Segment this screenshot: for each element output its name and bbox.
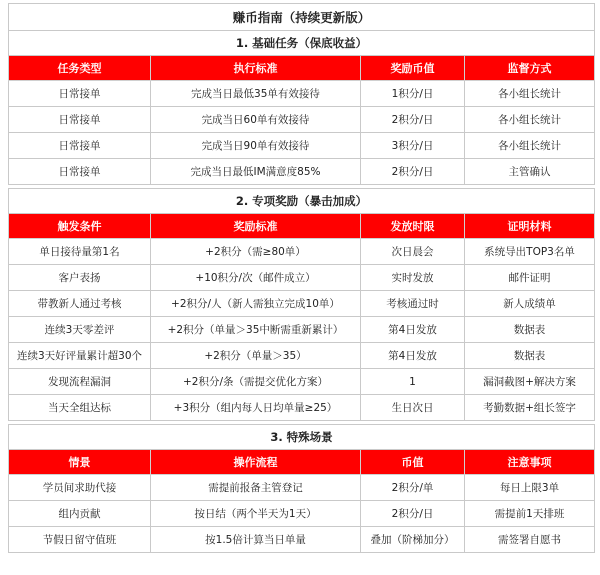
section-heading: 3. 特殊场景 xyxy=(9,425,595,450)
table-cell: 完成当日90单有效接待 xyxy=(151,133,361,159)
table-cell: 邮件证明 xyxy=(465,265,595,291)
header-row xyxy=(9,214,595,239)
table-row xyxy=(9,107,595,133)
table-cell: 需提前报备主管登记 xyxy=(151,475,361,501)
table-cell: +2积分（需≥80单） xyxy=(151,239,361,265)
table-row xyxy=(9,395,595,421)
table-row xyxy=(9,369,595,395)
table-cell: 2积分/日 xyxy=(361,159,465,185)
column-header: 奖励币值 xyxy=(361,56,465,81)
table-cell: 日常接单 xyxy=(9,81,151,107)
table-cell: 2积分/日 xyxy=(361,501,465,527)
table-cell: 完成当日60单有效接待 xyxy=(151,107,361,133)
table-cell: 系统导出TOP3名单 xyxy=(465,239,595,265)
table-cell: 需签署自愿书 xyxy=(465,527,595,553)
column-header: 触发条件 xyxy=(9,214,151,239)
guide-table xyxy=(8,3,595,553)
table-cell: 第4日发放 xyxy=(361,343,465,369)
table-row xyxy=(9,291,595,317)
table-cell: 日常接单 xyxy=(9,107,151,133)
column-header: 监督方式 xyxy=(465,56,595,81)
column-header: 发放时限 xyxy=(361,214,465,239)
table-cell: 当天全组达标 xyxy=(9,395,151,421)
table-cell: 单日接待量第1名 xyxy=(9,239,151,265)
table-cell: 数据表 xyxy=(465,317,595,343)
table-row xyxy=(9,501,595,527)
header-row xyxy=(9,450,595,475)
table-cell: 各小组长统计 xyxy=(465,81,595,107)
table-cell: +3积分（组内每人日均单量≥25） xyxy=(151,395,361,421)
table-row xyxy=(9,527,595,553)
table-cell: +2积分（单量＞35） xyxy=(151,343,361,369)
table-cell: 连续3天好评量累计超30个 xyxy=(9,343,151,369)
table-cell: 按日结（两个半天为1天） xyxy=(151,501,361,527)
table-cell: 各小组长统计 xyxy=(465,133,595,159)
table-row xyxy=(9,343,595,369)
table-cell: 漏洞截图+解决方案 xyxy=(465,369,595,395)
table-cell: +2积分/条（需提交优化方案） xyxy=(151,369,361,395)
table-cell: +2积分/人（新人需独立完成10单） xyxy=(151,291,361,317)
table-cell: 客户表扬 xyxy=(9,265,151,291)
column-header: 情景 xyxy=(9,450,151,475)
table-cell: 实时发放 xyxy=(361,265,465,291)
table-row xyxy=(9,317,595,343)
table-cell: 1 xyxy=(361,369,465,395)
table-row xyxy=(9,265,595,291)
table-cell: 1积分/日 xyxy=(361,81,465,107)
column-header: 操作流程 xyxy=(151,450,361,475)
table-cell: 叠加（阶梯加分） xyxy=(361,527,465,553)
table-cell: 第4日发放 xyxy=(361,317,465,343)
table-cell: 完成当日最低IM满意度85% xyxy=(151,159,361,185)
table-cell: 连续3天零差评 xyxy=(9,317,151,343)
table-cell: 主管确认 xyxy=(465,159,595,185)
table-cell: 数据表 xyxy=(465,343,595,369)
table-row xyxy=(9,159,595,185)
spreadsheet xyxy=(8,3,594,553)
column-header: 证明材料 xyxy=(465,214,595,239)
table-cell: 2积分/单 xyxy=(361,475,465,501)
column-header: 任务类型 xyxy=(9,56,151,81)
table-cell: 发现流程漏洞 xyxy=(9,369,151,395)
table-cell: 新人成绩单 xyxy=(465,291,595,317)
table-cell: 2积分/日 xyxy=(361,107,465,133)
table-cell: 组内贡献 xyxy=(9,501,151,527)
table-cell: 学员间求助代接 xyxy=(9,475,151,501)
table-cell: 3积分/日 xyxy=(361,133,465,159)
column-header: 币值 xyxy=(361,450,465,475)
table-cell: 日常接单 xyxy=(9,159,151,185)
table-cell: 按1.5倍计算当日单量 xyxy=(151,527,361,553)
table-cell: +2积分（单量＞35中断需重新累计） xyxy=(151,317,361,343)
table-cell: 考勤数据+组长签字 xyxy=(465,395,595,421)
column-header: 奖励标准 xyxy=(151,214,361,239)
table-cell: 每日上限3单 xyxy=(465,475,595,501)
section-heading: 1. 基础任务（保底收益） xyxy=(9,31,595,56)
table-row xyxy=(9,475,595,501)
column-header: 注意事项 xyxy=(465,450,595,475)
table-row xyxy=(9,81,595,107)
table-cell: 日常接单 xyxy=(9,133,151,159)
table-cell: +10积分/次（邮件成立） xyxy=(151,265,361,291)
sheet-title: 赚币指南（持续更新版） xyxy=(9,4,595,31)
table-cell: 各小组长统计 xyxy=(465,107,595,133)
table-row xyxy=(9,239,595,265)
table-cell: 生日次日 xyxy=(361,395,465,421)
table-cell: 需提前1天排班 xyxy=(465,501,595,527)
column-header: 执行标准 xyxy=(151,56,361,81)
table-cell: 带教新人通过考核 xyxy=(9,291,151,317)
header-row xyxy=(9,56,595,81)
table-cell: 完成当日最低35单有效接待 xyxy=(151,81,361,107)
table-cell: 次日晨会 xyxy=(361,239,465,265)
table-cell: 考核通过时 xyxy=(361,291,465,317)
table-cell: 节假日留守值班 xyxy=(9,527,151,553)
table-row xyxy=(9,133,595,159)
section-heading: 2. 专项奖励（暴击加成） xyxy=(9,189,595,214)
